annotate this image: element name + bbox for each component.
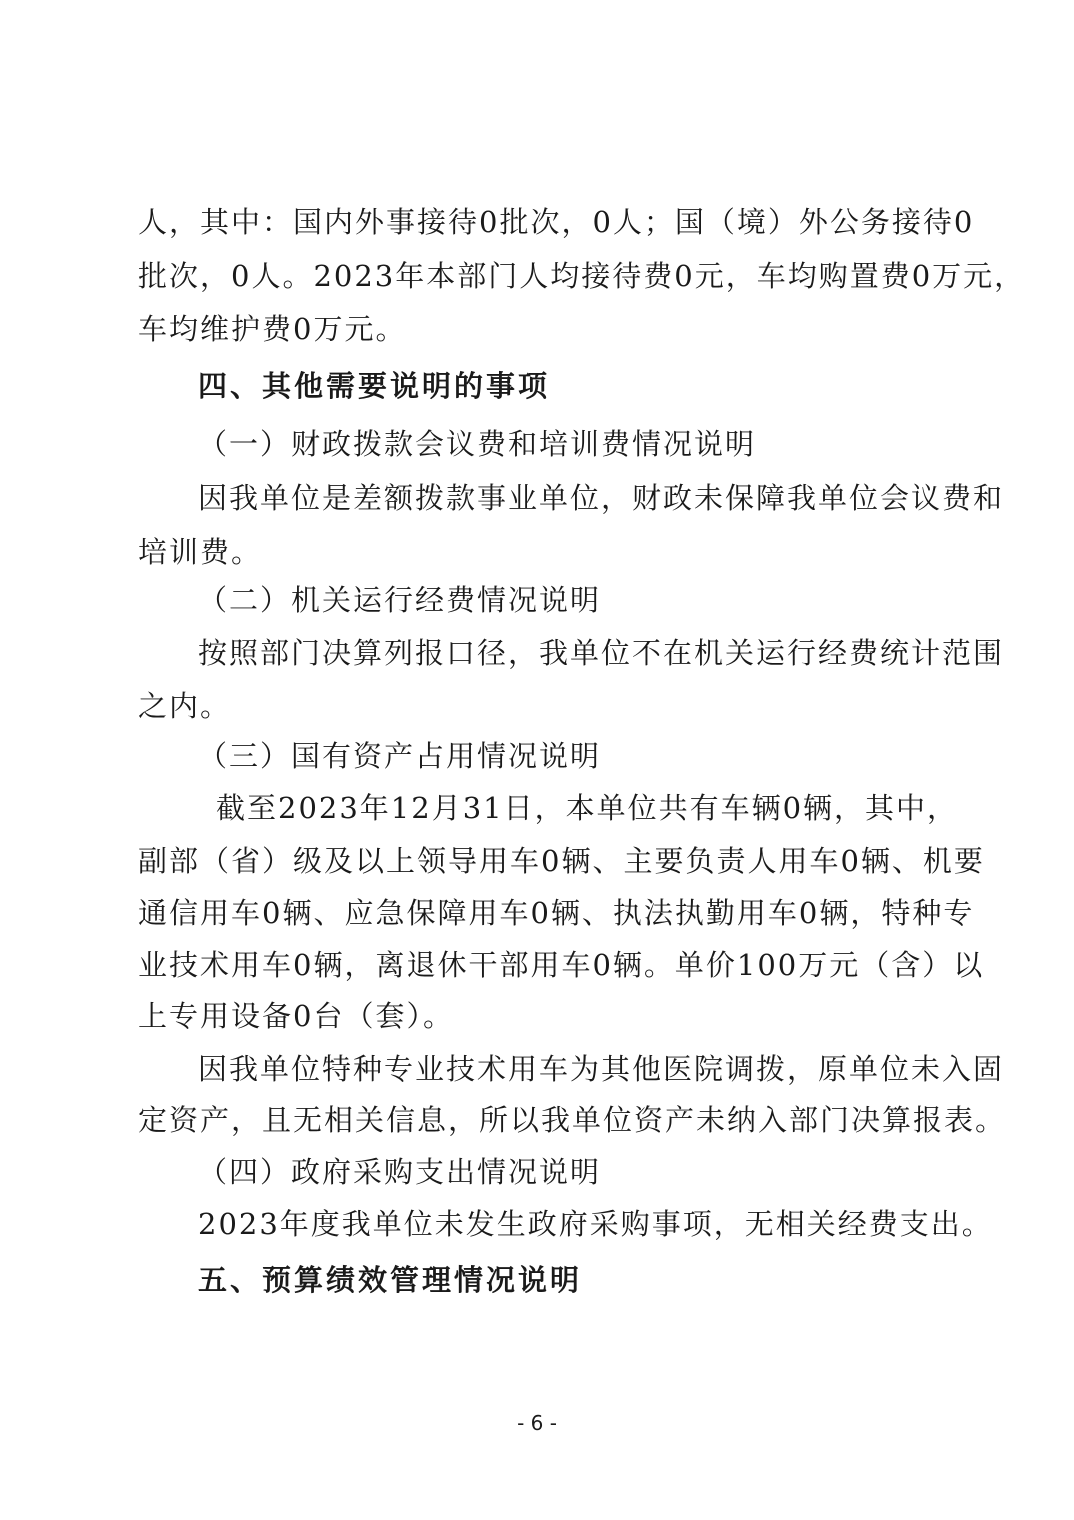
paragraph-line: 2023年度我单位未发生政府采购事项，无相关经费支出。 <box>198 1207 993 1241</box>
paragraph-line: 因我单位特种专业技术用车为其他医院调拨，原单位未入固 <box>198 1052 1005 1086</box>
subsection-heading: （三）国有资产占用情况说明 <box>198 739 602 773</box>
section-heading: 五、预算绩效管理情况说明 <box>198 1263 583 1297</box>
page-number: - 6 - <box>517 1411 557 1435</box>
paragraph-line: 定资产，且无相关信息，所以我单位资产未纳入部门决算报表。 <box>138 1103 1007 1137</box>
paragraph-line: 上专用设备0台（套）。 <box>138 999 454 1033</box>
subsection-heading: （二）机关运行经费情况说明 <box>198 583 602 617</box>
paragraph-line: 通信用车0辆、应急保障用车0辆、执法执勤用车0辆，特种专 <box>138 896 975 930</box>
paragraph-line: 按照部门决算列报口径，我单位不在机关运行经费统计范围 <box>198 636 1005 670</box>
section-heading: 四、其他需要说明的事项 <box>198 369 551 403</box>
paragraph-line: 车均维护费0万元。 <box>138 312 407 346</box>
paragraph-line: 副部（省）级及以上领导用车0辆、主要负责人用车0辆、机要 <box>138 844 985 878</box>
paragraph-line: 批次，0人。2023年本部门人均接待费0元，车均购置费0万元， <box>138 259 1026 293</box>
paragraph-line: 因我单位是差额拨款事业单位，财政未保障我单位会议费和 <box>198 481 1005 515</box>
paragraph-line: 人，其中：国内外事接待0批次，0人；国（境）外公务接待0 <box>138 205 975 239</box>
subsection-heading: （一）财政拨款会议费和培训费情况说明 <box>198 427 757 461</box>
paragraph-line: 之内。 <box>138 689 232 723</box>
subsection-heading: （四）政府采购支出情况说明 <box>198 1155 602 1189</box>
paragraph-line: 截至2023年12月31日，本单位共有车辆0辆，其中， <box>216 791 959 825</box>
paragraph-line: 培训费。 <box>138 535 263 569</box>
paragraph-line: 业技术用车0辆，离退休干部用车0辆。单价100万元（含）以 <box>138 948 985 982</box>
